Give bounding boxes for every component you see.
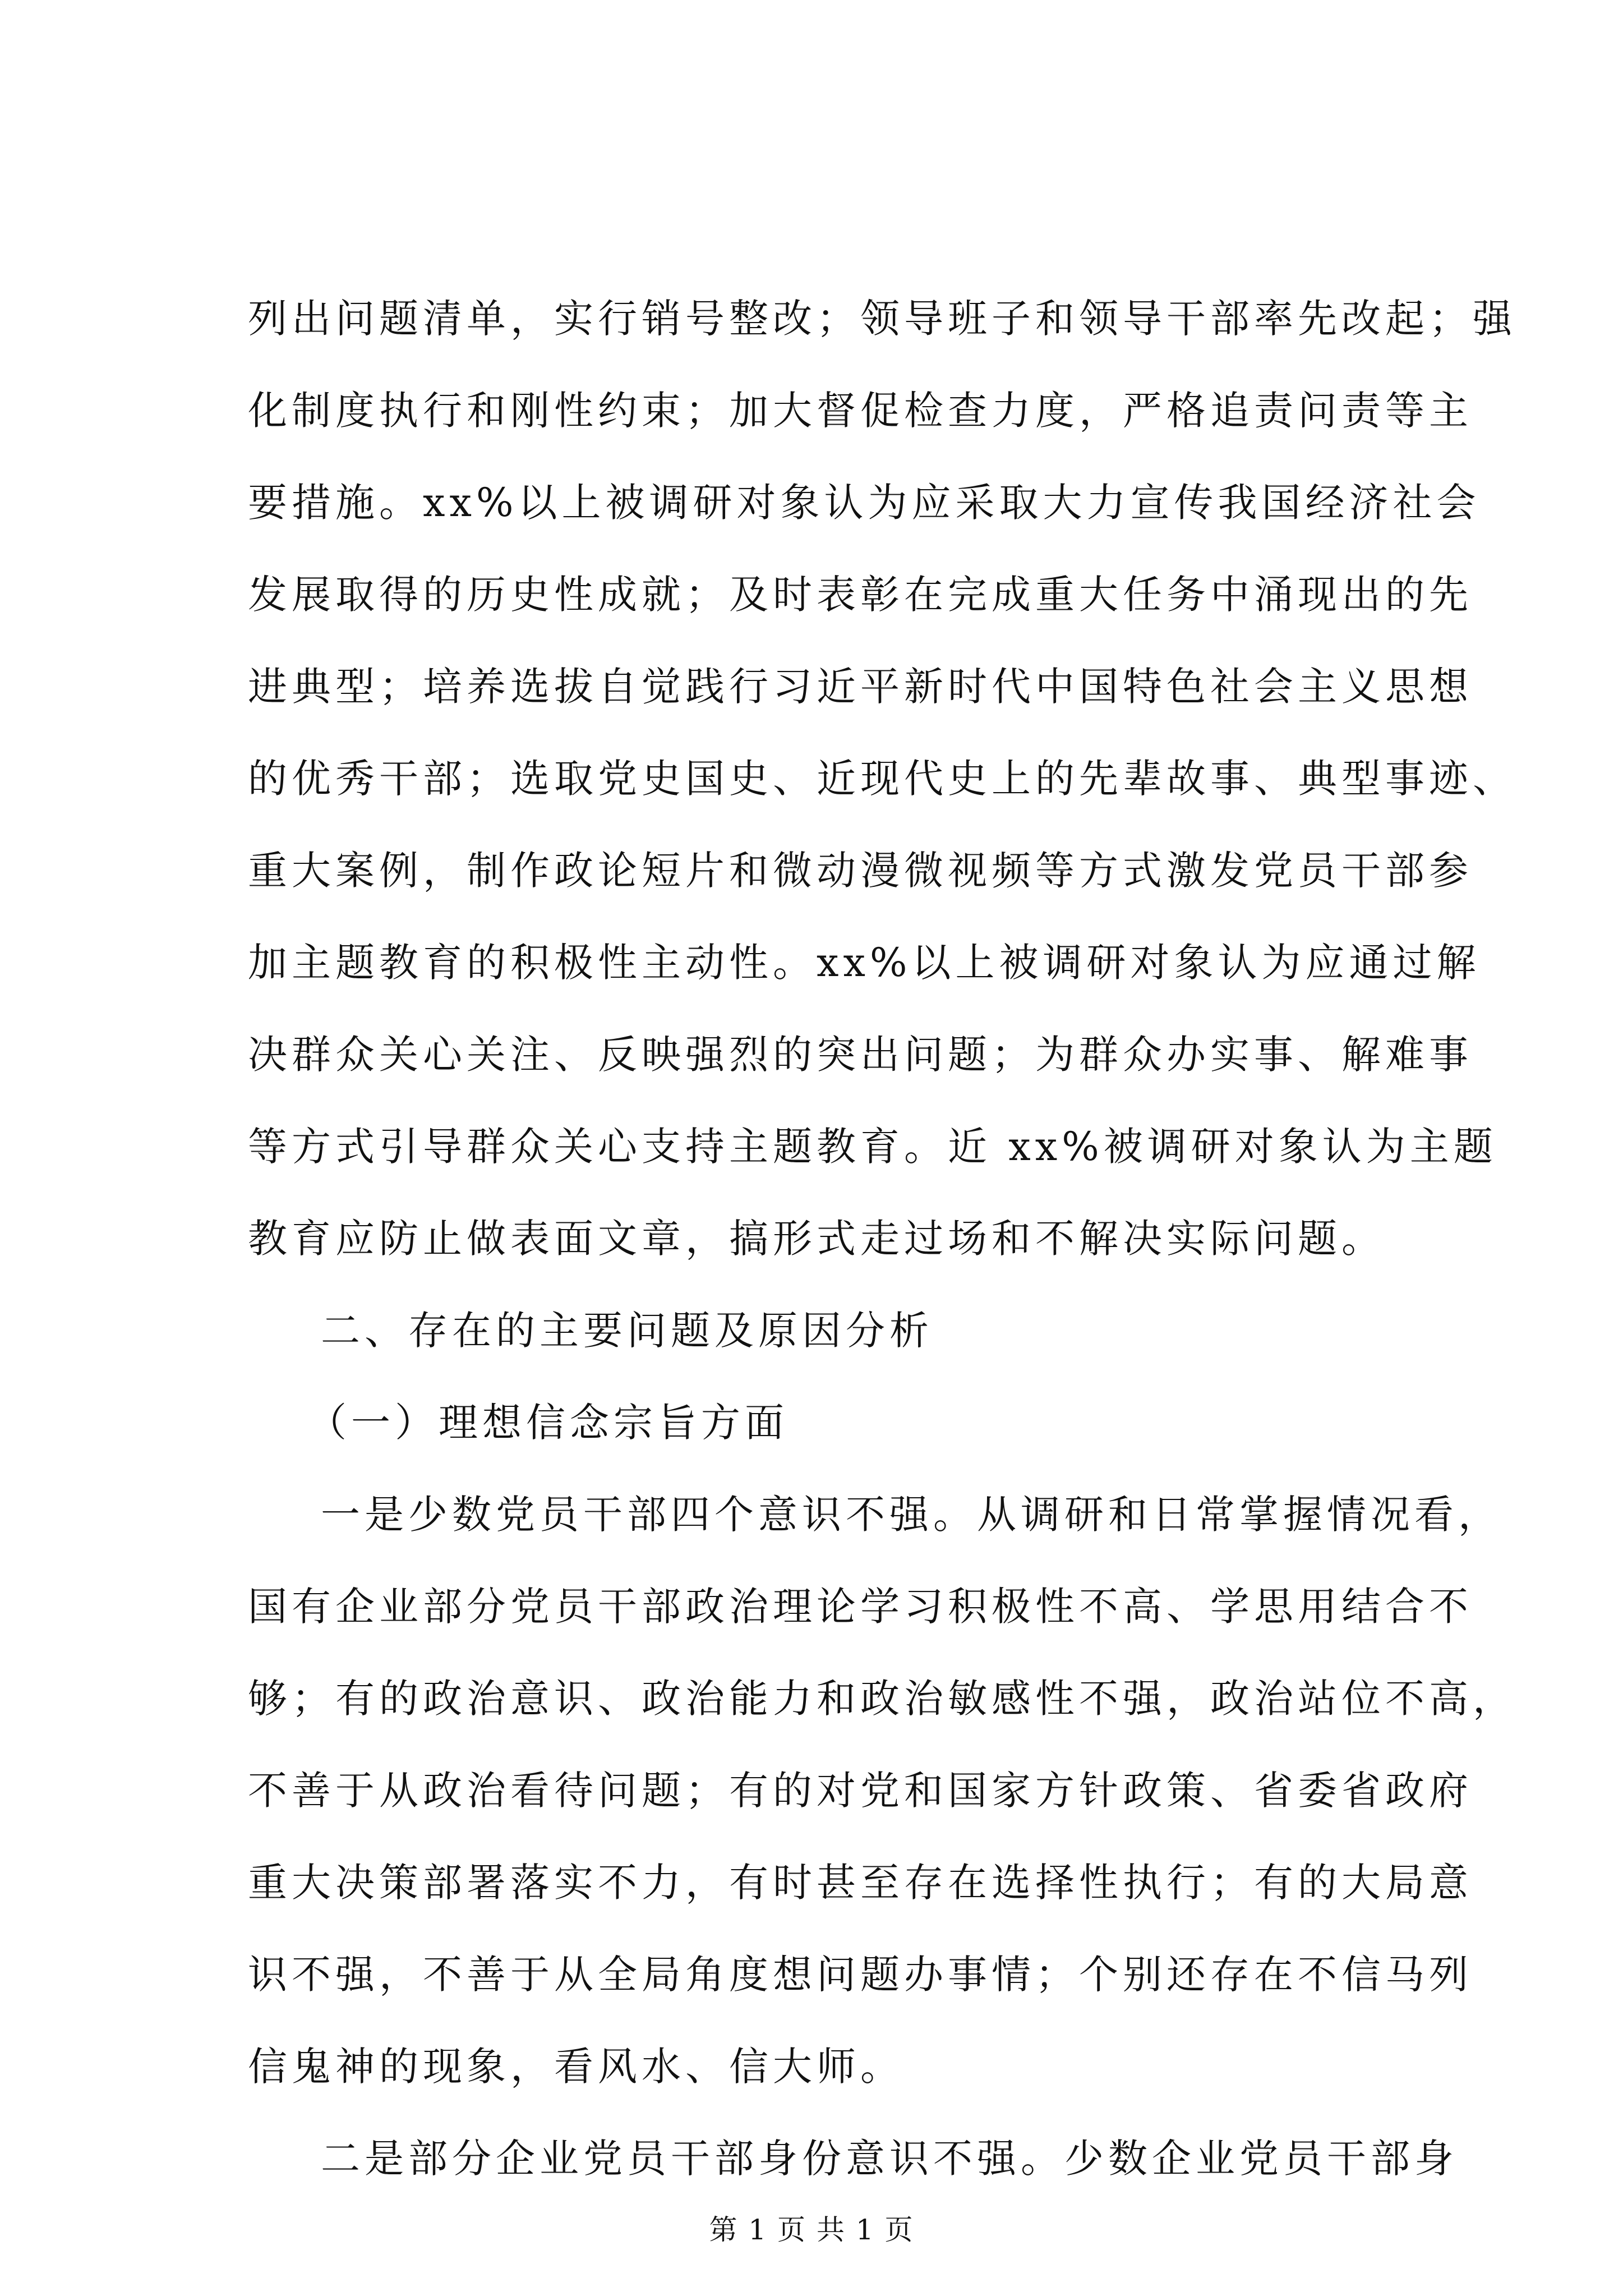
subsection-heading: （一）理想信念宗旨方面 [307,1400,789,1446]
text-line: 决群众关心关注、反映强烈的突出问题；为群众办实事、解难事 [248,1032,1473,1078]
text-line: 发展取得的历史性成就；及时表彰在完成重大任务中涌现出的先 [248,572,1473,618]
page-number-footer: 第 1 页 共 1 页 [709,2214,914,2246]
text-line: 够；有的政治意识、政治能力和政治敏感性不强，政治站位不高， [248,1676,1516,1722]
text-line: 等方式引导群众关心支持主题教育。近 xx%被调研对象认为主题 [248,1124,1497,1170]
text-line: 加主题教育的积极性主动性。xx%以上被调研对象认为应通过解 [248,940,1481,986]
text-line: 信鬼神的现象，看风水、信大师。 [248,2044,904,2090]
text-line: 一是少数党员干部四个意识不强。从调研和日常掌握情况看， [321,1492,1502,1538]
text-line: 进典型；培养选拔自觉践行习近平新时代中国特色社会主义思想 [248,664,1473,710]
text-line: 化制度执行和刚性约束；加大督促检查力度，严格追责问责等主 [248,388,1473,434]
section-heading: 二、存在的主要问题及原因分析 [321,1308,933,1354]
text-line: 列出问题清单，实行销号整改；领导班子和领导干部率先改起；强 [248,296,1516,342]
text-line: 教育应防止做表面文章，搞形式走过场和不解决实际问题。 [248,1216,1385,1262]
text-line: 国有企业部分党员干部政治理论学习积极性不高、学思用结合不 [248,1584,1473,1630]
text-line: 的优秀干部；选取党史国史、近现代史上的先辈故事、典型事迹、 [248,756,1516,802]
text-line: 重大决策部署落实不力，有时甚至存在选择性执行；有的大局意 [248,1860,1473,1906]
text-line: 要措施。xx%以上被调研对象认为应采取大力宣传我国经济社会 [248,480,1481,526]
text-line: 二是部分企业党员干部身份意识不强。少数企业党员干部身 [321,2136,1458,2182]
text-line: 识不强，不善于从全局角度想问题办事情；个别还存在不信马列 [248,1952,1473,1998]
text-line: 不善于从政治看待问题；有的对党和国家方针政策、省委省政府 [248,1768,1473,1814]
text-line: 重大案例，制作政论短片和微动漫微视频等方式激发党员干部参 [248,848,1473,894]
